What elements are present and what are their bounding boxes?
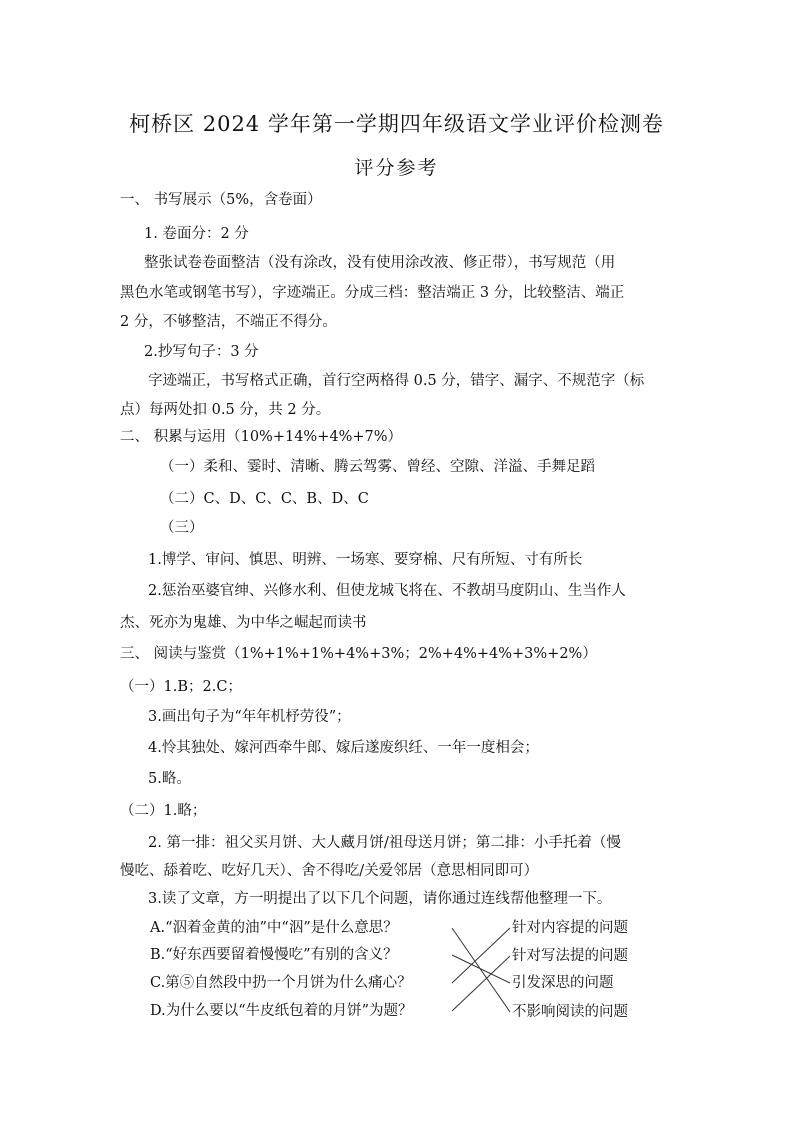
match-line-3 (452, 956, 510, 1011)
section2-part3-heading: （三） (160, 520, 204, 536)
section1-item1-line2: 黑色水笔或钢笔书写），字迹端正。分成三档：整洁端正 3 分，比较整洁、端正 (120, 285, 625, 301)
section1-item1-line3: 2 分，不够整洁，不端正不得分。 (120, 314, 337, 330)
match-line-2 (452, 928, 510, 983)
section3-part1-answers: （一）1.B；2.C； (120, 679, 242, 695)
section2-part3-item2-line1: 2.惩治巫婆官绅、兴修水利、但使龙城飞将在、不教胡马度阴山、生当作人 (148, 583, 626, 599)
category-deep-thinking: 引发深思的问题 (512, 975, 614, 991)
section1-item2-line2: 点）每两处扣 0.5 分，共 2 分。 (120, 402, 331, 418)
section2-heading: 二、 积累与运用（10%+14%+4%+7%） (120, 429, 403, 445)
section2-part3-item1: 1.博学、审问、慎思、明辨、一场寒、要穿棉、尺有所短、寸有所长 (148, 552, 583, 568)
match-line-1 (452, 955, 510, 983)
section2-part1: （一）柔和、霎时、清晰、腾云驾雾、曾经、空隙、洋溢、手舞足蹈 (160, 459, 595, 475)
section1-item2-line1: 字迹端正，书写格式正确，首行空两格得 0.5 分，错字、漏字、不规范字（标 (148, 373, 645, 389)
section3-part2-answer1: （二）1.略； (120, 803, 207, 819)
question-b: B.“好东西要留着慢慢吃”有别的含义？ (150, 947, 398, 963)
doc-subtitle: 评分参考 (354, 157, 439, 179)
section2-part2: （二）C、D、C、C、B、D、C (160, 491, 369, 507)
category-writing: 针对写法提的问题 (512, 948, 628, 964)
section1-heading: 一、 书写展示（5%，含卷面） (120, 192, 322, 208)
section2-part3-item2-line2: 杰、死亦为鬼雄、为中华之崛起而读书 (120, 615, 367, 631)
section3-part2-answer3: 3.读了文章，方一明提出了以下几个问题，请你通过连线帮他整理一下。 (148, 891, 612, 907)
question-c: C.第⑤自然段中扔一个月饼为什么痛心？ (150, 975, 412, 991)
question-d: D.为什么要以“牛皮纸包着的月饼”为题？ (150, 1003, 413, 1019)
section1-item1-line1: 整张试卷卷面整洁（没有涂改，没有使用涂改液、修正带），书写规范（用 (144, 255, 616, 271)
category-no-impact: 不影响阅读的问题 (512, 1004, 628, 1020)
doc-title: 柯桥区 2024 学年第一学期四年级语文学业评价检测卷 (129, 112, 664, 136)
section3-part1-answer4: 4.怜其独处、嫁河西牵牛郎、嫁后遂废织纴、一年一度相会； (148, 740, 539, 756)
section3-part1-answer5: 5.略。 (148, 771, 191, 787)
match-line-0 (452, 928, 510, 1012)
question-a: A.“泅着金黄的油”中“泅”是什么意思？ (150, 920, 398, 936)
section3-part1-answer3: 3.画出句子为“年年机杼劳役”； (148, 709, 351, 725)
category-content: 针对内容提的问题 (512, 920, 628, 936)
section3-heading: 三、 阅读与鉴赏（1%+1%+1%+4%+3%；2%+4%+4%+3%+2%） (120, 646, 597, 662)
section3-part2-answer2-line2: 慢吃、舔着吃、吃好几天）、舍不得吃/关爱邻居（意思相同即可） (120, 863, 539, 879)
section1-item2-heading: 2.抄写句子：3 分 (144, 344, 259, 360)
section3-part2-answer2-line1: 2. 第一排：祖父买月饼、大人藏月饼/祖母送月饼；第二排：小手托着（慢 (148, 835, 621, 851)
section1-item1-heading: 1. 卷面分：2 分 (144, 226, 249, 242)
